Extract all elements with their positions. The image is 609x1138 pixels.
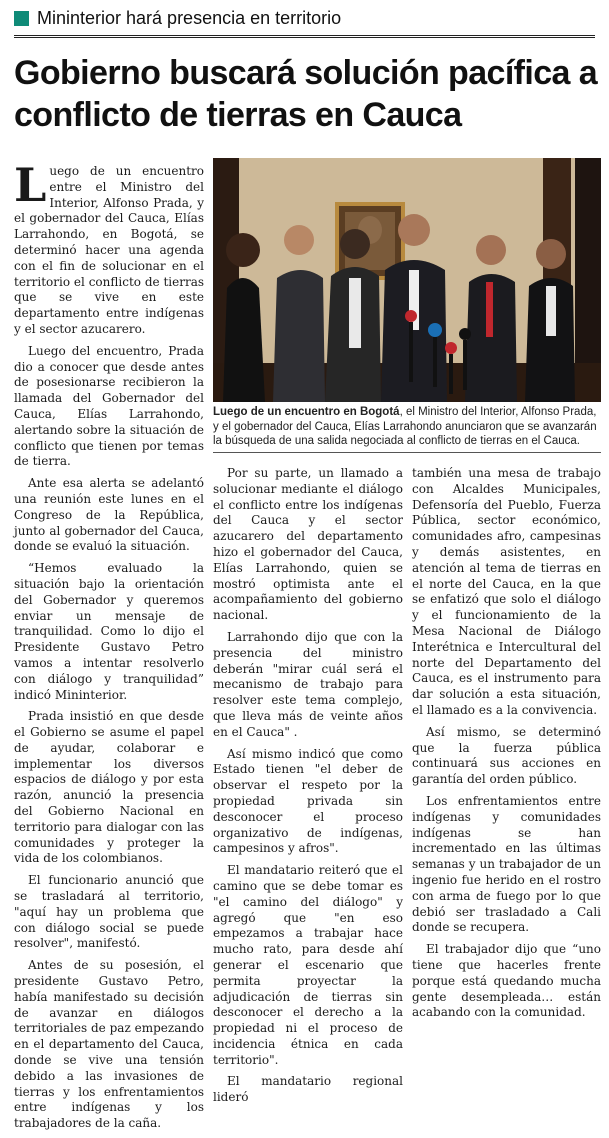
press-conference-photo [213,158,601,402]
section-kicker [14,8,341,29]
paragraph: El mandatario reiteró que el camino que se debe tomar es "el camino del diálogo" y agregó que "en eso empezamos a trabajar hace mucho rato, para desde ahí generar el escenario que permita proyectar la adjudicación de tierras sin desconocer el derecho a la propiedad ni el proceso de incidencia étnica en cada territorio". [213,863,403,1067]
paragraph: Por su parte, un llamado a solucionar mediante el diálogo el conflicto entre los indígenas del Cauca y el sector azucarero del departamento hizo el gobernador del Cauca, Elías Larrahondo, quien se mostró optimista ante el acompañamiento del gobierno nacional. [213,466,403,623]
paragraph: también una mesa de trabajo con Alcaldes Municipales, Defensoría del Pueblo, Fuerza Pública, sector económico, comunidades afro, campesinas y demás asistentes, en atención al tema de tierras en el norte del Cauca, en la que se enfatizó que solo el diálogo y el funcionamiento de la Mesa Nacional de Diálogo Interétnica e Intercultural del norte del Departamento del Cauca, es el instrumento para dar solución a esta situación, el llamado es a la convivencia. [412,466,601,717]
caption-lead: Luego de un encuentro en Bogotá [213,406,400,418]
paragraph: Los enfrentamientos entre indígenas y comunidades indígenas se han incrementado en las últimas semanas y un trabajador de un ingenio fue herido en el rostro con arma de fuego por lo que debió ser trasladado a Cali donde se recupera. [412,793,601,935]
kicker-square-icon [14,11,29,26]
caption-text: , el Ministro del Interior, Alfonso Prada, y el gobernador del Cauca, Elías Larrahondo anunciaron que se avanzarán la búsqueda de una salida negociada al conflicto de tierras en el Cauca. [213,406,597,447]
caption-divider [213,452,601,453]
paragraph: Ante esa alerta se adelantó una reunión este lunes en el Congreso de la República, junto al gobernador del Cauca, donde se evaluó la situación. [14,476,204,554]
photo-caption [213,405,601,449]
paragraph: Prada insistió en que desde el Gobierno se asume el papel de ayudar, colaborar e implementar los diversos espacios de diálogo y por esta razón, anunció la presencia del Gobierno Nacional en territorio para dialogar con las comunidades y proteger la vida de los colombianos. [14,709,204,866]
article-column-3 [412,466,601,1027]
paragraph: Antes de su posesión, el presidente Gustavo Petro, había manifestado su decisión de avanzar en diálogos territoriales de paz empezando en el departamento del Cauca, donde se vive una tensión debido a las invasiones de tierras y los enfrentamientos entre indígenas y los trabajadores de la caña. [14,958,204,1131]
photo-illustration [213,158,601,402]
paragraph: “Hemos evaluado la situación bajo la orientación del Gobernador y queremos enviar un mensaje de tranquilidad. Como lo dijo el Presidente Gustavo Petro vamos a intentar resolverlo con diálogo y tranquilidad” indicó Mininterior. [14,561,204,702]
paragraph: Así mismo indicó que como Estado tienen "el deber de observar el respeto por la propiedad privada sin desconocer el proceso organizativo de indígenas, campesinos y afros". [213,746,403,856]
paragraph: El funcionario anunció que se trasladará al territorio, "aquí hay un problema que con diálogo social se puede resolver", manifestó. [14,873,204,951]
paragraph: El trabajador dijo que “uno tiene que hacerles frente porque está quedando mucha gente desempleada… están acabando con la comunidad. [412,942,601,1020]
headline: Gobierno buscará solución pacífica a conflicto de tierras en Cauca [14,54,598,134]
kicker-text: Mininterior hará presencia en territorio [37,8,342,28]
kicker-divider [14,35,595,41]
paragraph: Luego del encuentro, Prada dio a conocer que desde antes de posesionarse recibieron la llamada del Gobernador del Cauca, Elías Larrahondo, alertando sobre la situación de conflicto que tienen por temas de tierra. [14,343,204,469]
article-column-1 [14,158,204,1138]
dropcap: L [14,158,47,212]
paragraph: El mandatario regional lideró [213,1074,403,1105]
paragraph: Luego de un encuentro entre el Ministro del Interior, Alfonso Prada, y el gobernador del Cauca, Elías Larrahondo, en Bogotá, se determinó hacer una agenda con el fin de solucionar en el territorio el conflicto de tierras que se vive en este departamento entre indígenas y el sector azucarero. [14,158,204,336]
article-column-2 [213,466,403,1112]
paragraph: Así mismo, se determinó que la fuerza pública continuará sus acciones en garantía del orden público. [412,724,601,787]
paragraph: Larrahondo dijo que con la presencia del ministro deberán "mirar cuál será el mecanismo de trabajo para resolver este tema complejo, que lleva más de veinte años en el Cauca" . [213,629,403,739]
